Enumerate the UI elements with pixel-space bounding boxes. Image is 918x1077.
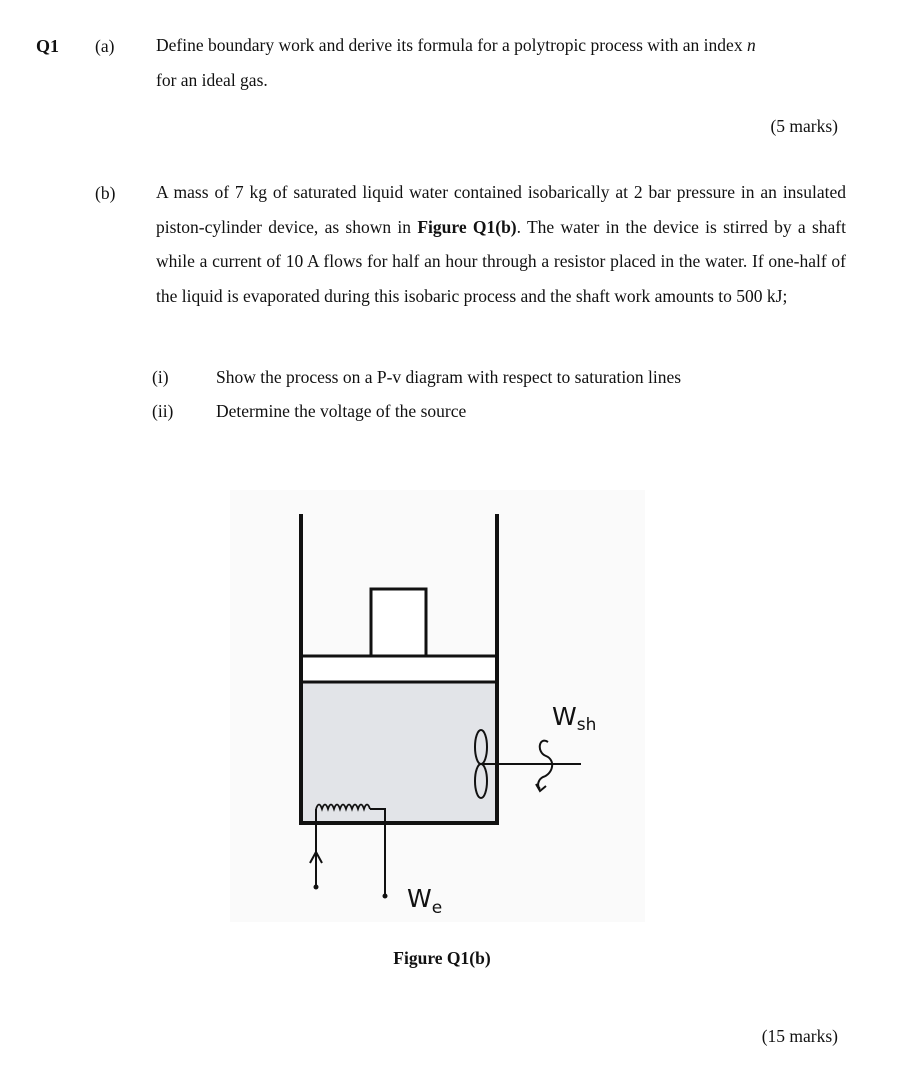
question-number: Q1: [36, 36, 60, 56]
piston: [301, 656, 497, 682]
part-a-sentence: Define boundary work and derive its formula for a polytropic process with an index: [156, 35, 743, 55]
part-a-sentence-end: for an ideal gas.: [156, 69, 268, 90]
figure-caption: Figure Q1(b): [393, 948, 491, 968]
terminal-right-icon: [383, 894, 388, 899]
subpart-i-label: (i): [152, 367, 169, 387]
part-a-text: [156, 28, 846, 97]
shaft-work-label: $W_{sh}$: [552, 702, 597, 735]
polytropic-index-variable: n: [746, 35, 756, 55]
piston-cylinder-figure: [230, 490, 645, 922]
electrical-work-label: $W_e$: [407, 884, 443, 918]
liquid-water: [301, 682, 497, 823]
piston-cylinder-diagram: [230, 490, 645, 922]
part-a-marks: (5 marks): [770, 116, 838, 136]
terminal-left-icon: [314, 885, 319, 890]
subpart-ii-text: Determine the voltage of the source: [216, 401, 467, 421]
part-b-sentence-2: . The water in the device is stirred by a shaft while a current of 10 A flows for half an hour through a resistor placed in the water. If one-half of the liquid is evaporated during this isobaric process and the shaft work amounts to 500 kJ;: [156, 216, 846, 306]
part-a-label: (a): [95, 36, 115, 56]
piston-weight: [371, 589, 426, 656]
subpart-i-text: Show the process on a P-v diagram with respect to saturation lines: [216, 367, 682, 387]
subpart-ii-label: (ii): [152, 401, 174, 421]
part-b-text: [156, 175, 846, 313]
part-b-sentence-1: A mass of 7 kg of saturated liquid water contained isobarically at 2 bar pressure in an insulated piston-cylinder device, as shown in: [156, 182, 846, 237]
figure-reference: Figure Q1(b): [417, 216, 517, 237]
part-b-label: (b): [95, 183, 116, 203]
part-b-marks: (15 marks): [761, 1026, 838, 1046]
